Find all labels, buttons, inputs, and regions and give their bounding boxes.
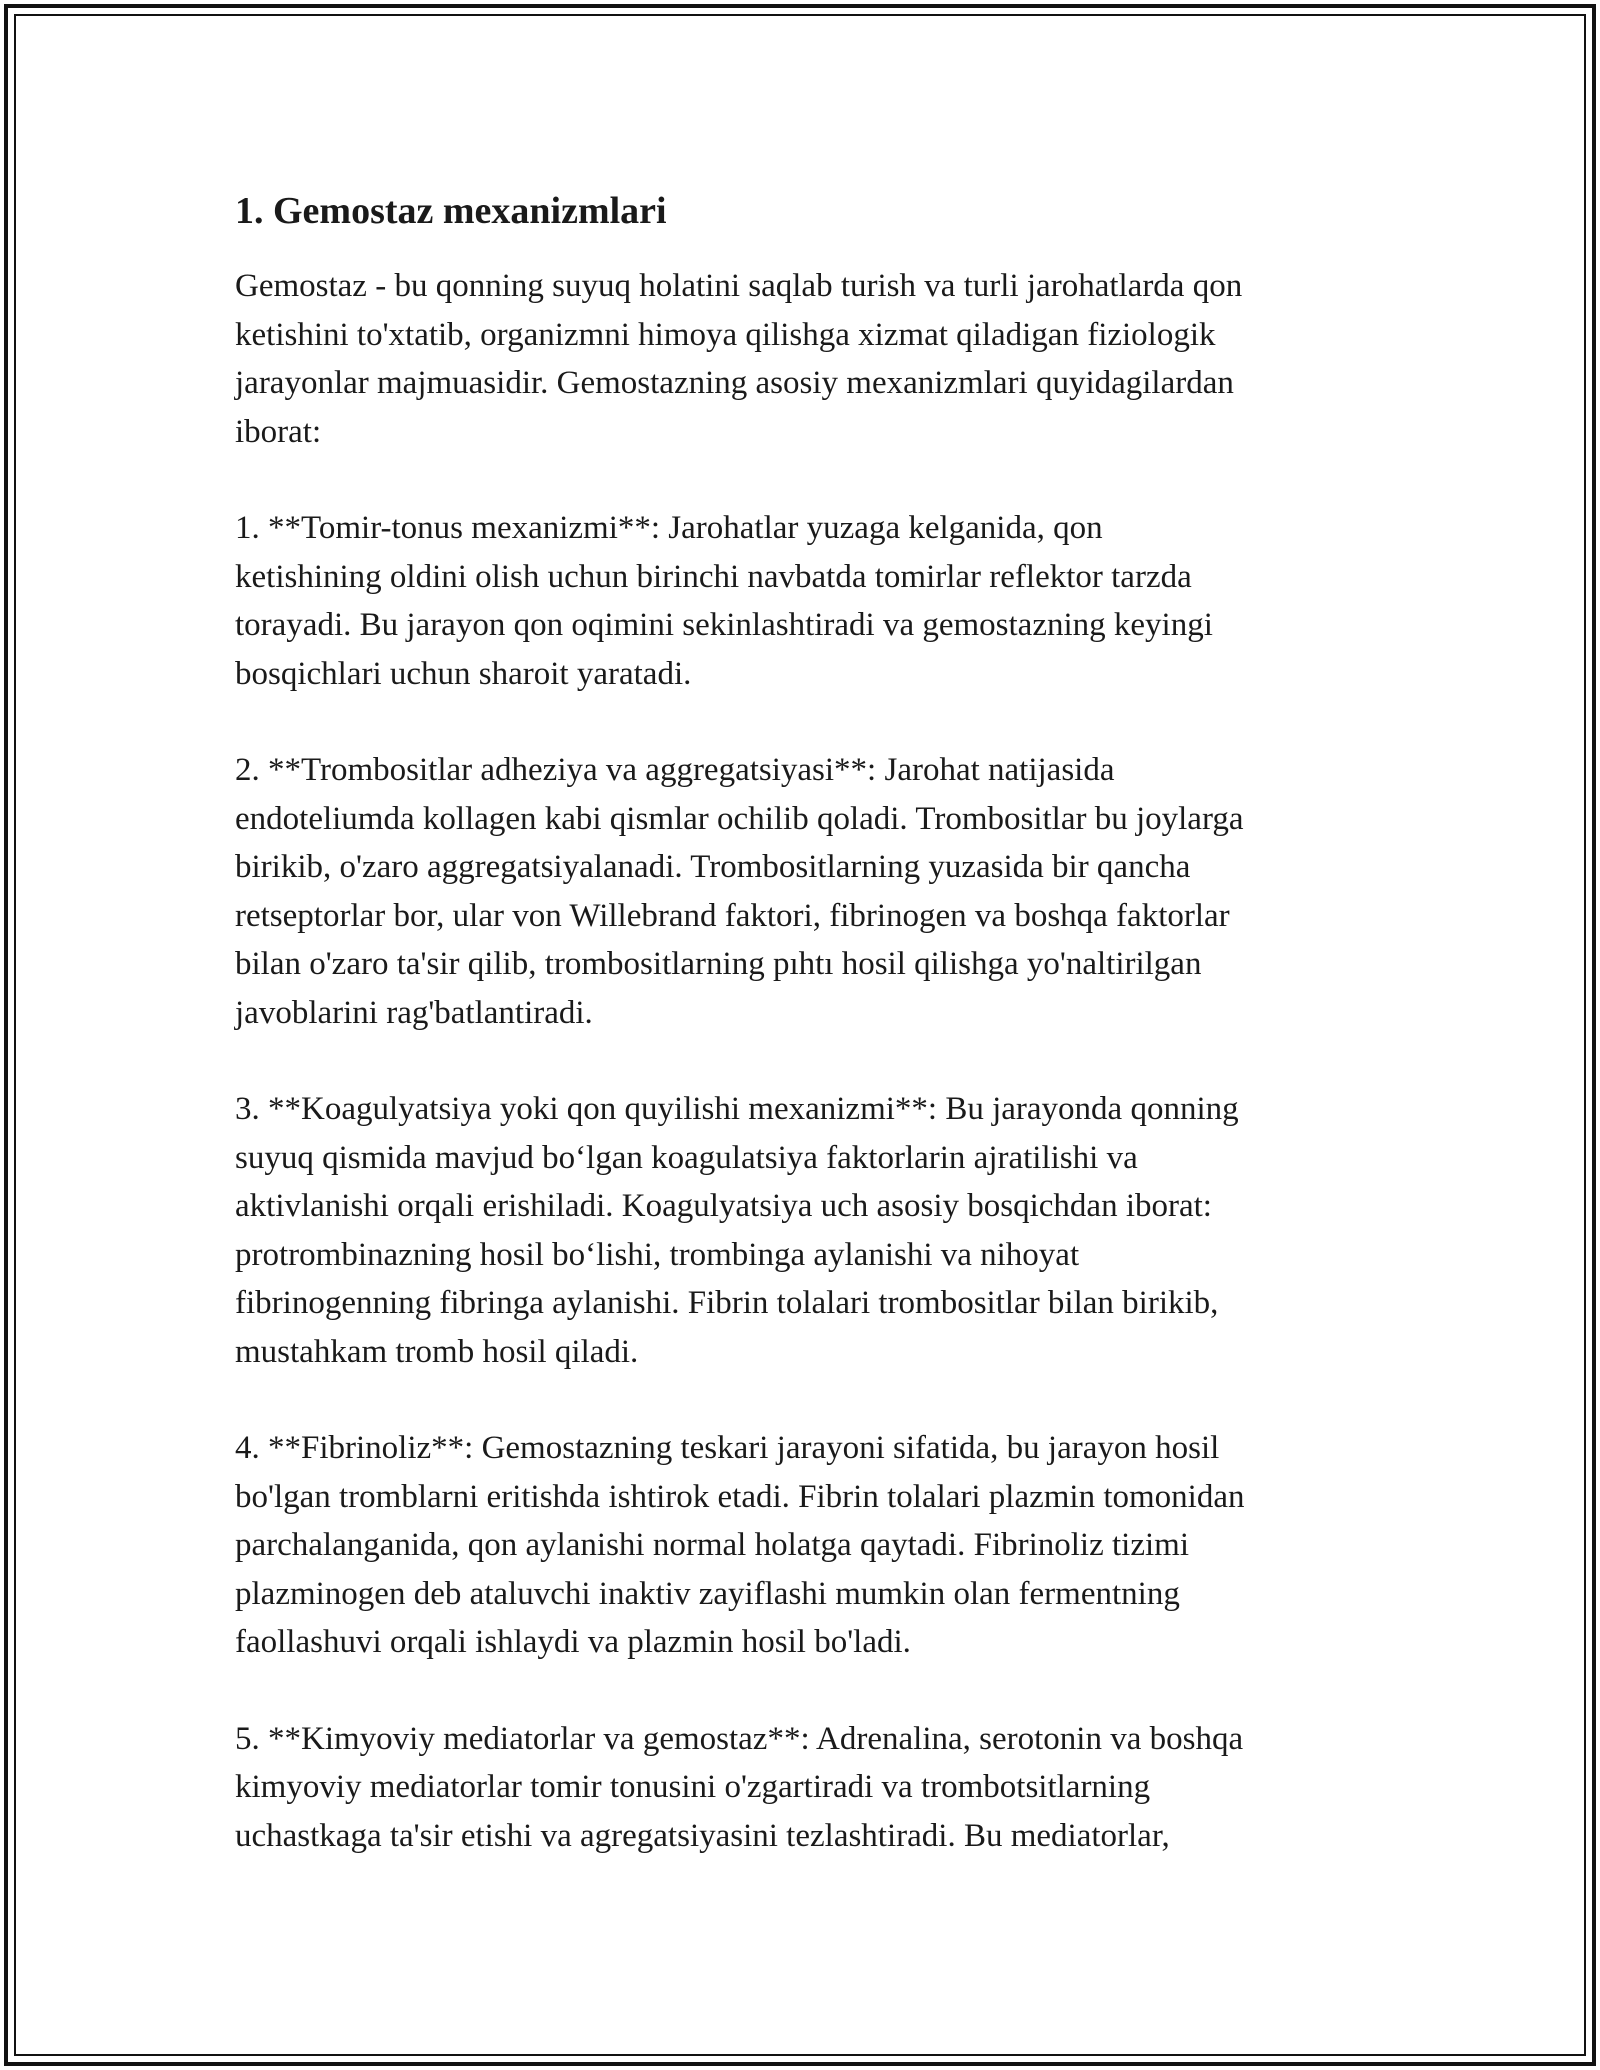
- paragraph-line: endoteliumda kollagen kabi qismlar ochilib qoladi. Trombositlar bu joylarga: [235, 800, 1244, 837]
- paragraph-line: ketishini to'xtatib, organizmni himoya qilishga xizmat qiladigan fiziologik: [235, 316, 1216, 353]
- paragraph-line: suyuq qismida mavjud bo‘lgan koagulatsiya faktorlarin ajratilishi va: [235, 1139, 1138, 1176]
- paragraph-line: jarayonlar majmuasidir. Gemostazning asosiy mexanizmlari quyidagilardan: [235, 365, 1234, 401]
- paragraph-line: javoblarini rag'batlantiradi.: [235, 994, 593, 1031]
- paragraph-line: bilan o'zaro ta'sir qilib, trombositlarning pıhtı hosil qilishga yo'naltirilgan: [235, 946, 1202, 982]
- paragraph-line: retseptorlar bor, ular von Willebrand faktori, fibrinogen va boshqa faktorlar: [235, 897, 1230, 934]
- list-item-coagulation: [235, 1085, 1375, 1376]
- list-item-chemical-mediators: [235, 1715, 1375, 1861]
- paragraph-line: mustahkam tromb hosil qiladi.: [235, 1333, 639, 1370]
- paragraph-line: parchalanganida, qon aylanishi normal holatga qaytadi. Fibrinoliz tizimi: [235, 1527, 1189, 1563]
- paragraph-line: plazminogen deb ataluvchi inaktiv zayiflashi mumkin olan fermentning: [235, 1575, 1180, 1612]
- document-body: [235, 186, 1375, 1908]
- paragraph-line: 5. **Kimyoviy mediatorlar va gemostaz**: Adrenalina, serotonin va boshqa: [235, 1720, 1244, 1757]
- paragraph-line: protrombinazning hosil bo‘lishi, trombinga aylanishi va nihoyat: [235, 1236, 1080, 1273]
- paragraph-line: birikib, o'zaro aggregatsiyalanadi. Trombositlarning yuzasida bir qancha: [235, 849, 1191, 885]
- paragraph-line: iborat:: [235, 413, 322, 450]
- list-item-fibrinolysis: [235, 1424, 1375, 1667]
- paragraph-line: fibrinogenning fibringa aylanishi. Fibrin tolalari trombositlar bilan birikib,: [235, 1285, 1219, 1321]
- paragraph-line: bo'lgan tromblarni eritishda ishtirok etadi. Fibrin tolalari plazmin tomonidan: [235, 1478, 1245, 1515]
- paragraph-line: Gemostaz - bu qonning suyuq holatini saqlab turish va turli jarohatlarda qon: [235, 268, 1243, 304]
- paragraph-line: 2. **Trombositlar adheziya va aggregatsiyasi**: Jarohat natijasida: [235, 752, 1115, 788]
- section-heading: 1. Gemostaz mexanizmlari: [235, 190, 667, 232]
- paragraph-line: 1. **Tomir-tonus mexanizmi**: Jarohatlar yuzaga kelganida, qon: [235, 510, 1103, 546]
- list-item-vascular-tone: [235, 504, 1375, 698]
- paragraph-line: faollashuvi orqali ishlaydi va plazmin hosil bo'ladi.: [235, 1624, 911, 1660]
- paragraph-line: 3. **Koagulyatsiya yoki qon quyilishi mexanizmi**: Bu jarayonda qonning: [235, 1091, 1239, 1127]
- paragraph-line: kimyoviy mediatorlar tomir tonusini o'zgartiradi va trombotsitlarning: [235, 1769, 1151, 1805]
- paragraph-line: torayadi. Bu jarayon qon oqimini sekinlashtiradi va gemostazning keyingi: [235, 607, 1213, 643]
- paragraph-line: 4. **Fibrinoliz**: Gemostazning teskari jarayoni sifatida, bu jarayon hosil: [235, 1430, 1220, 1466]
- paragraph-line: bosqichlari uchun sharoit yaratadi.: [235, 655, 692, 692]
- intro-paragraph: [235, 262, 1375, 456]
- paragraph-line: uchastkaga ta'sir etishi va agregatsiyasini tezlashtiradi. Bu mediatorlar,: [235, 1817, 1170, 1854]
- list-item-platelet-aggregation: [235, 746, 1375, 1037]
- paragraph-line: aktivlanishi orqali erishiladi. Koagulyatsiya uch asosiy bosqichdan iborat:: [235, 1188, 1212, 1224]
- paragraph-line: ketishining oldini olish uchun birinchi navbatda tomirlar reflektor tarzda: [235, 558, 1192, 595]
